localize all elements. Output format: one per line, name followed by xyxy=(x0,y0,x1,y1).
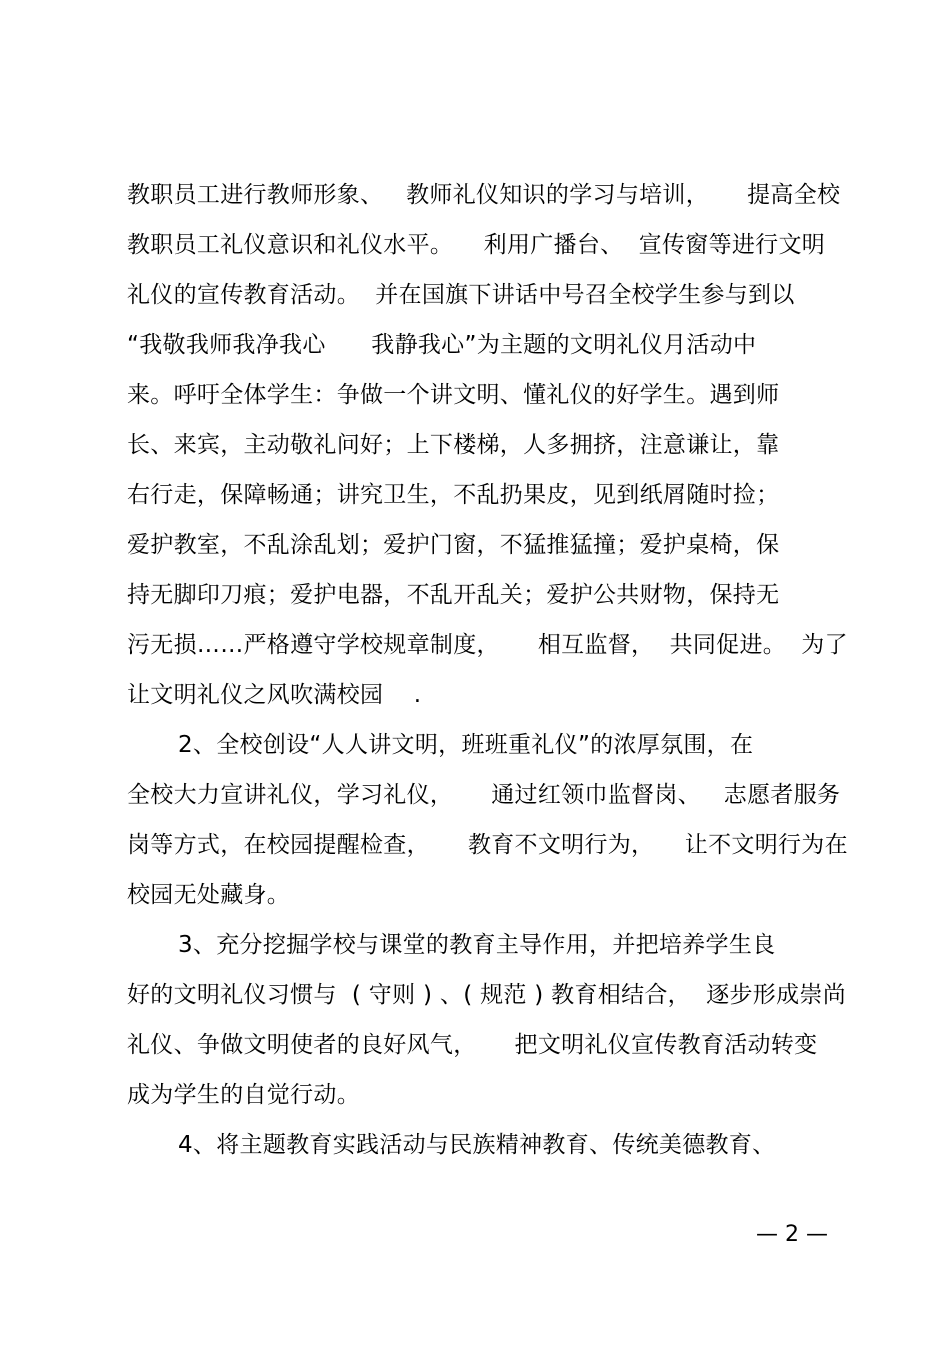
paragraph-start-line: 4、将主题教育实践活动与民族精神教育、传统美德教育、 xyxy=(178,1132,776,1158)
text-line: 校园无处藏身。 xyxy=(127,882,291,908)
text-line: 好的文明礼仪习惯与 ( 守则 ) 、( 规范 ) 教育相结合， 逐步形成崇尚 xyxy=(127,982,847,1008)
text-line: 来。呼吁全体学生：争做一个讲文明、懂礼仪的好学生。遇到师 xyxy=(127,382,780,408)
text-line: 长、来宾，主动敬礼问好；上下楼梯，人多拥挤，注意谦让，靠 xyxy=(127,432,780,458)
text-line: 成为学生的自觉行动。 xyxy=(127,1082,360,1108)
text-line: 全校大力宣讲礼仪，学习礼仪， 通过红领巾监督岗、 志愿者服务 xyxy=(127,782,841,808)
text-line: 岗等方式，在校园提醒检查， 教育不文明行为， 让不文明行为在 xyxy=(127,832,848,858)
text-line: 礼仪的宣传教育活动。 并在国旗下讲话中号召全校学生参与到以 xyxy=(127,282,795,308)
text-line: 礼仪、争做文明使者的良好风气， 把文明礼仪宣传教育活动转变 xyxy=(127,1032,818,1058)
text-line: 教职员工进行教师形象、 教师礼仪知识的学习与培训， 提高全校 xyxy=(127,182,841,208)
page-number: — 2 — xyxy=(756,1222,828,1247)
text-line: 爱护教室，不乱涂乱划；爱护门窗，不猛推猛撞；爱护桌椅，保 xyxy=(127,532,780,558)
paragraph-start-line: 3、充分挖掘学校与课堂的教育主导作用，并把培养学生良 xyxy=(178,932,776,958)
paragraph-start-line: 2、全校创设“人人讲文明，班班重礼仪”的浓厚氛围，在 xyxy=(178,732,754,758)
text-line: 持无脚印刀痕；爱护电器，不乱开乱关；爱护公共财物，保持无 xyxy=(127,582,780,608)
text-line: 污无损……严格遵守学校规章制度， 相互监督， 共同促进。 为了 xyxy=(127,632,848,658)
text-line: 教职员工礼仪意识和礼仪水平。 利用广播台、 宣传窗等进行文明 xyxy=(127,232,826,258)
text-line: “我敬我师我净我心 我静我心”为主题的文明礼仪月活动中 xyxy=(127,332,757,358)
text-line: 右行走，保障畅通；讲究卫生，不乱扔果皮，见到纸屑随时捡； xyxy=(127,482,780,508)
text-line: 让文明礼仪之风吹满校园 . xyxy=(127,682,422,708)
